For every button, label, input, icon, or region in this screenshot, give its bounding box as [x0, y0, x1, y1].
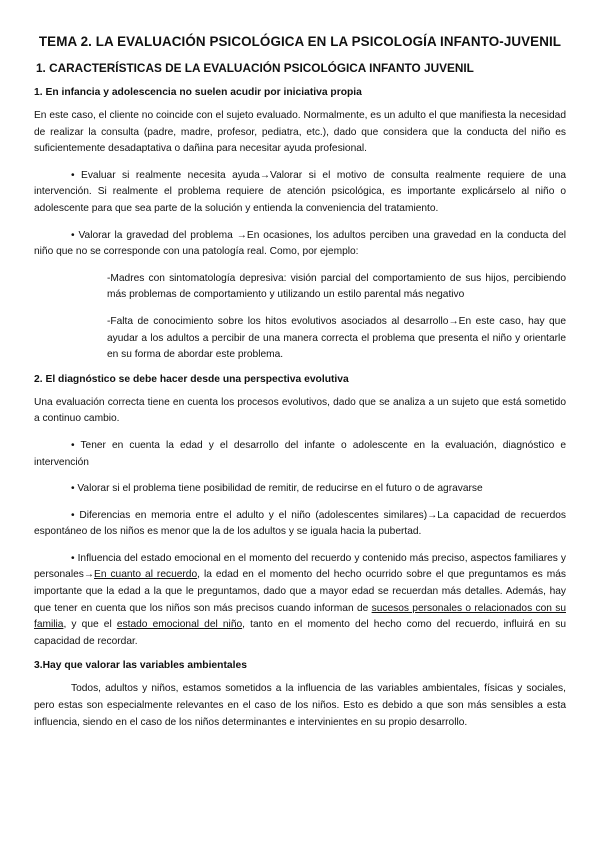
text-run: , y que el — [63, 619, 117, 631]
paragraph: Todos, adultos y niños, estamos sometidos a la influencia de las variables ambientales, físicas y sociales, pero estas son especialmente relevantes en el caso de los niños. Esto es debido a que son más sensibles a esta influencia, siendo en el caso de los niños determinantes e intervinientes en su propio desarrollo. — [34, 683, 566, 728]
bullet-item: • Valorar si el problema tiene posibilidad de remitir, de reducirse en el futuro o de agravarse — [71, 483, 483, 495]
paragraph: Una evaluación correcta tiene en cuenta los procesos evolutivos, dado que se analiza a un sujeto que está sometido a continuo cambio. — [34, 396, 566, 425]
subsection-heading-2: 2. El diagnóstico se debe hacer desde una perspectiva evolutiva — [34, 373, 349, 385]
bullet-item: • Evaluar si realmente necesita ayuda→Valorar si el motivo de consulta realmente requiere de una intervención. Si realmente el problema requiere de atención psicológica, es importante explicárselo al niño o adolescente para que sea parte de la solución y entienda la conveniencia del tratamiento. — [34, 169, 566, 214]
bullet-item: • Tener en cuenta la edad y el desarrollo del infante o adolescente en la evaluación, diagnóstico e intervención — [34, 439, 566, 468]
subsection-heading-1: 1. En infancia y adolescencia no suelen acudir por iniciativa propia — [34, 87, 362, 98]
underlined-text: En cuanto al recuerdo — [94, 569, 198, 581]
dash-item: -Falta de conocimiento sobre los hitos evolutivos asociados al desarrollo→En este caso, hay que ayudar a los adultos a percibir de una manera correcta el problema que presenta el niño y orientarle en su forma de abordar este problema. — [107, 315, 566, 361]
dash-item: -Madres con sintomatología depresiva: visión parcial del comportamiento de sus hijos, percibiendo más problemas de comportamiento y utilizando un estilo parental más negativo — [107, 272, 566, 301]
subsection-heading-3: 3.Hay que valorar las variables ambientales — [34, 660, 247, 672]
text-run: , tanto en el momento del hecho como del recuerdo, influirá en su capacidad de recordar. — [34, 619, 566, 647]
page-title: TEMA 2. LA EVALUACIÓN PSICOLÓGICA EN LA PSICOLOGÍA INFANTO-JUVENIL — [38, 34, 562, 49]
bullet-item: • Diferencias en memoria entre el adulto y el niño (adolescentes similares)→La capacidad de recuerdos espontáneo de los niños es menor que la de los adultos y se iguala hacia la pubertad. — [34, 509, 566, 538]
bullet-item — [34, 551, 566, 651]
underlined-text: sucesos personales o relacionados con su familia — [34, 602, 566, 631]
text-run: • Influencia del estado emocional en el momento del recuerdo y contenido más preciso, aspectos familiares y personales→ — [34, 552, 566, 581]
paragraph: En este caso, el cliente no coincide con el sujeto evaluado. Normalmente, es un adulto el que manifiesta la necesidad de realizar la consulta (padre, madre, profesor, pediatra, etc.), dado que considera que la conducta del niño es suficientemente desadaptativa o dañina para necesitar ayuda profesional. — [34, 110, 566, 155]
bullet-item: • Valorar la gravedad del problema →En ocasiones, los adultos perciben una gravedad en la conducta del niño que no se corresponde con una patología real. Como, por ejemplo: — [34, 229, 566, 258]
underlined-text: estado emocional del niño — [116, 619, 243, 631]
text-run: , la edad en el momento del hecho ocurrido sobre el que preguntamos es más importante que la edad a la que le preguntamos, dado que a mayor edad se recuerdan más detalles. Además, hay que tener en cuenta que los niños son más precisos cuando informan de — [34, 569, 567, 614]
section-heading: 1. CARACTERÍSTICAS DE LA EVALUACIÓN PSICOLÓGICA INFANTO JUVENIL — [36, 61, 474, 75]
